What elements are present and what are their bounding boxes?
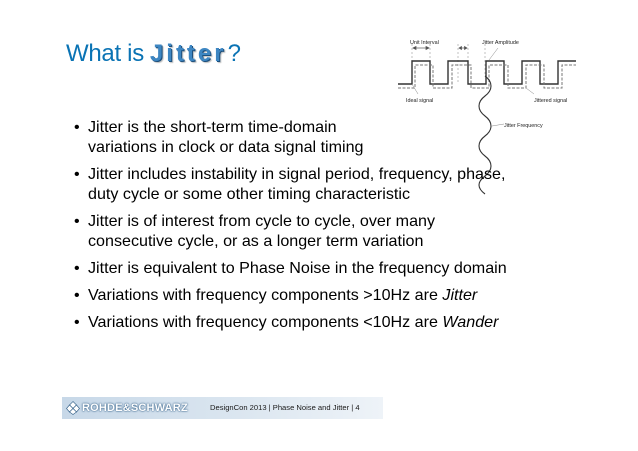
footer-caption: DesignCon 2013 | Phase Noise and Jitter | 4 bbox=[210, 403, 360, 412]
bullet-list bbox=[74, 117, 634, 339]
bullet-line: • Jitter is equivalent to Phase Noise in the frequency domain bbox=[88, 259, 507, 277]
ideal-signal-wave bbox=[398, 61, 576, 84]
bullet-text: Variations with frequency components <10Hz are bbox=[88, 313, 443, 331]
bullet-item bbox=[74, 164, 634, 204]
rohde-schwarz-logo-icon bbox=[66, 401, 80, 415]
unit-interval-arrow bbox=[413, 47, 467, 50]
bullet-line bbox=[88, 285, 634, 305]
bullet-line: • Jitter is the short-term time-domain bbox=[88, 118, 337, 136]
bullet-emphasis: Jitter bbox=[442, 286, 478, 304]
jitter-amplitude-label: Jitter Amplitude bbox=[482, 40, 519, 46]
bullet-line: consecutive cycle, or as a longer term variation bbox=[88, 232, 424, 250]
company-logo bbox=[66, 399, 194, 417]
bullet-line: duty cycle or some other timing characteristic bbox=[88, 185, 410, 203]
bullet-item bbox=[74, 312, 634, 332]
slide-title bbox=[66, 40, 241, 80]
label-leaders bbox=[412, 48, 534, 126]
title-suffix: ? bbox=[227, 40, 241, 67]
title-prefix: What is bbox=[66, 40, 144, 67]
bullet-line: • Jitter includes instability in signal period, frequency, phase, bbox=[88, 165, 506, 183]
bullet-item bbox=[74, 211, 634, 251]
bullet-emphasis: Wander bbox=[442, 313, 499, 331]
bullet-item bbox=[74, 285, 634, 305]
ideal-signal-label: Ideal signal bbox=[406, 98, 434, 104]
unit-interval-label: Unit Interval bbox=[410, 40, 439, 46]
bullet-item bbox=[74, 258, 634, 278]
jitter-frequency-label: Jitter Frequency bbox=[504, 123, 543, 129]
bullet-line: variations in clock or data signal timing bbox=[88, 138, 364, 156]
bullet-line bbox=[88, 312, 634, 332]
title-highlight: Jitter bbox=[149, 40, 227, 67]
bullet-item bbox=[74, 117, 634, 157]
bullet-text: Variations with frequency components >10Hz are bbox=[88, 286, 443, 304]
bullet-line: • Jitter is of interest from cycle to cycle, over many bbox=[88, 212, 436, 230]
jittered-signal-label: Jittered signal bbox=[534, 98, 568, 104]
logo-text: ROHDE&SCHWARZ bbox=[82, 402, 188, 414]
